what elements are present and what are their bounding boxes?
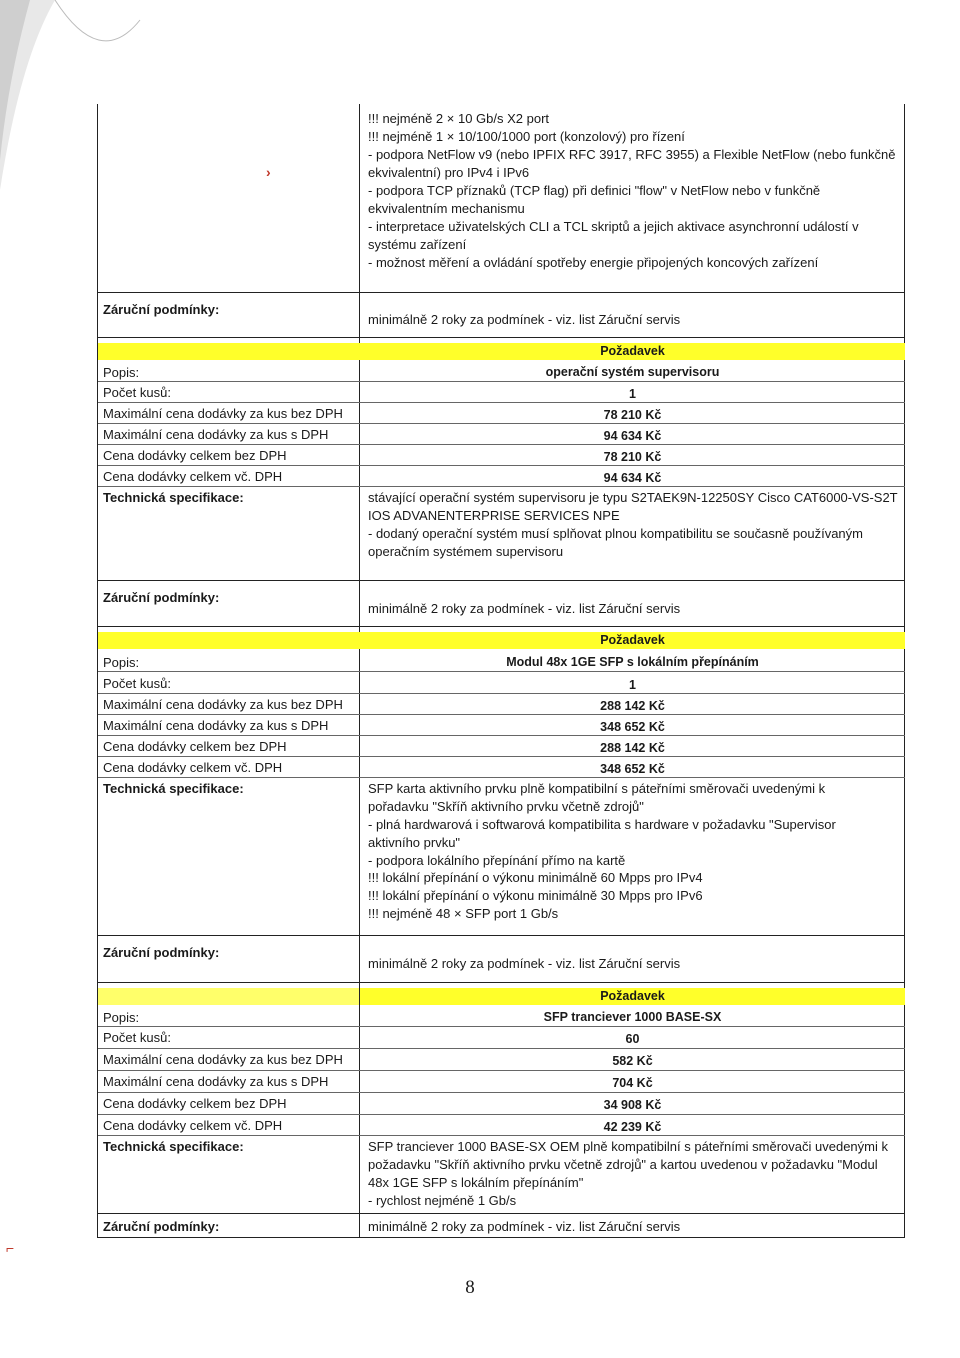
item-total-incl: 42 239 Kč (603, 1120, 662, 1134)
row-rule (98, 465, 905, 466)
spec-line: SFP karta aktivního prvku plně kompatibilní s páteřními směrovači uvedenými k (368, 781, 826, 796)
spec-line: IOS ADVANENTERPRISE SERVICES NPE (368, 508, 620, 523)
spec-line: !!! lokální přepínání o výkonu minimálně 60 Mpps pro IPv4 (368, 870, 703, 885)
table-bottom-rule (97, 1237, 905, 1238)
row-rule (98, 1092, 905, 1093)
row-rule (98, 777, 905, 778)
warranty-label: Záruční podmínky: (103, 1219, 220, 1234)
page-number: 8 (465, 1277, 475, 1298)
section-rule (98, 292, 905, 293)
top-line: - možnost měření a ovládání spotřeby energie připojených koncových zařízení (368, 255, 819, 270)
warranty-text: minimálně 2 roky za podmínek - viz. list Záruční servis (368, 956, 681, 971)
total-incl-label: Cena dodávky celkem vč. DPH (103, 1118, 283, 1133)
quantity-label: Počet kusů: (103, 1030, 171, 1045)
top-line: systému zařízení (368, 237, 467, 252)
item-max-price-incl: 348 652 Kč (600, 720, 665, 734)
warranty-label: Záruční podmínky: (103, 945, 220, 960)
item-quantity: 60 (625, 1032, 640, 1046)
row-rule (98, 693, 905, 694)
spec-line: pořadavku "Skříň aktivního prvku včetně zdrojů" (368, 799, 644, 814)
spec-line: - plná hardwarová i softwarová kompatibilita s hardware v požadavku "Supervisor (368, 817, 836, 832)
tech-spec-label: Technická specifikace: (103, 490, 244, 505)
spec-line: operačním systémem supervisoru (368, 544, 564, 559)
section-rule (98, 580, 905, 581)
section-rule (98, 1213, 905, 1214)
spec-line: - dodaný operační systém musí splňovat plnou kompatibilitu se současně používaným (368, 526, 863, 541)
quantity-label: Počet kusů: (103, 676, 171, 691)
row-rule (98, 756, 905, 757)
stray-mark: ⌐ (6, 1240, 15, 1256)
max-price-excl-label: Maximální cena dodávky za kus bez DPH (103, 406, 343, 421)
item-max-price-incl: 704 Kč (612, 1076, 653, 1090)
section-rule (98, 982, 905, 983)
row-rule (98, 671, 905, 672)
item-total-incl: 94 634 Kč (603, 471, 662, 485)
item-total-excl: 34 908 Kč (603, 1098, 662, 1112)
top-line: - podpora NetFlow v9 (nebo IPFIX RFC 3917, RFC 3955) a Flexible NetFlow (nebo funkčně (368, 147, 896, 162)
spec-line: !!! lokální přepínání o výkonu minimálně 30 Mpps pro IPv6 (368, 888, 703, 903)
item-total-incl: 348 652 Kč (600, 762, 665, 776)
tech-spec-label: Technická specifikace: (103, 781, 244, 796)
row-rule (98, 1048, 905, 1049)
description-label: Popis: (103, 365, 140, 380)
item-quantity: 1 (629, 678, 636, 692)
spec-line: aktivního prvku" (368, 835, 461, 850)
item-quantity: 1 (629, 387, 636, 401)
item-max-price-incl: 94 634 Kč (603, 429, 662, 443)
requirement-heading: Požadavek (600, 633, 665, 647)
quantity-label: Počet kusů: (103, 385, 171, 400)
item-total-excl: 78 210 Kč (603, 450, 662, 464)
item-total-excl: 288 142 Kč (600, 741, 665, 755)
section-rule (98, 935, 905, 936)
requirement-heading: Požadavek (600, 344, 665, 358)
spec-line: stávající operační systém supervisoru je typu S2TAEK9N-12250SY Cisco CAT6000-VS-S2T (368, 490, 898, 505)
total-excl-label: Cena dodávky celkem bez DPH (103, 1096, 287, 1111)
section-rule (98, 337, 905, 338)
max-price-excl-label: Maximální cena dodávky za kus bez DPH (103, 697, 343, 712)
item-max-price-excl: 78 210 Kč (603, 408, 662, 422)
stray-mark: › (266, 164, 271, 180)
top-line: !!! nejméně 1 × 10/100/1000 port (konzolový) pro řízení (368, 129, 685, 144)
total-incl-label: Cena dodávky celkem vč. DPH (103, 760, 283, 775)
row-rule (98, 1135, 905, 1136)
row-rule (98, 381, 905, 382)
item-max-price-excl: 582 Kč (612, 1054, 653, 1068)
warranty-text: minimálně 2 roky za podmínek - viz. list Záruční servis (368, 312, 681, 327)
warranty-label: Záruční podmínky: (103, 302, 220, 317)
row-rule (98, 1114, 905, 1115)
max-price-incl-label: Maximální cena dodávky za kus s DPH (103, 718, 329, 733)
requirement-heading: Požadavek (600, 989, 665, 1003)
description-label: Popis: (103, 1010, 140, 1025)
warranty-label: Záruční podmínky: (103, 590, 220, 605)
max-price-excl-label: Maximální cena dodávky za kus bez DPH (103, 1052, 343, 1067)
row-rule (98, 1026, 905, 1027)
row-rule (98, 402, 905, 403)
item-max-price-excl: 288 142 Kč (600, 699, 665, 713)
spec-line: - podpora lokálního přepínání přímo na kartě (368, 853, 626, 868)
item-description: SFP tranciever 1000 BASE-SX (543, 1010, 722, 1024)
warranty-text: minimálně 2 roky za podmínek - viz. list Záruční servis (368, 601, 681, 616)
top-line: !!! nejméně 2 × 10 Gb/s X2 port (368, 111, 550, 126)
total-incl-label: Cena dodávky celkem vč. DPH (103, 469, 283, 484)
top-line: - interpretace uživatelských CLI a TCL skriptů a jejich aktivace asynchronní událostí v (368, 219, 859, 234)
top-line: ekvivalentním mechanismu (368, 201, 525, 216)
row-rule (98, 1070, 905, 1071)
max-price-incl-label: Maximální cena dodávky za kus s DPH (103, 427, 329, 442)
description-label: Popis: (103, 655, 140, 670)
spec-line: !!! nejméně 48 × SFP port 1 Gb/s (368, 906, 559, 921)
requirement-highlight-left (98, 988, 359, 1005)
tech-spec-label: Technická specifikace: (103, 1139, 244, 1154)
total-excl-label: Cena dodávky celkem bez DPH (103, 739, 287, 754)
row-rule (98, 714, 905, 715)
item-description: Modul 48x 1GE SFP s lokálním přepínáním (506, 655, 759, 669)
row-rule (98, 444, 905, 445)
top-line: - podpora TCP příznaků (TCP flag) při definici "flow" v NetFlow nebo v funkčně (368, 183, 821, 198)
warranty-text: minimálně 2 roky za podmínek - viz. list Záruční servis (368, 1219, 681, 1234)
section-rule (98, 626, 905, 627)
row-rule (98, 735, 905, 736)
total-excl-label: Cena dodávky celkem bez DPH (103, 448, 287, 463)
spec-line: požadavku "Skříň aktivního prvku včetně zdrojů" a kartou uvedenou v požadavku "Modul (368, 1157, 878, 1172)
spec-line: SFP tranciever 1000 BASE-SX OEM plně kompatibilní s páteřními směrovači uvedenými k (368, 1139, 888, 1154)
item-description: operační systém supervisoru (545, 365, 720, 379)
spec-line: - rychlost nejméně 1 Gb/s (368, 1193, 517, 1208)
top-line: ekvivalentní) pro IPv4 i IPv6 (368, 165, 530, 180)
spec-line: 48x 1GE SFP s lokálním přepínáním" (368, 1175, 584, 1190)
row-rule (98, 486, 905, 487)
row-rule (98, 423, 905, 424)
max-price-incl-label: Maximální cena dodávky za kus s DPH (103, 1074, 329, 1089)
